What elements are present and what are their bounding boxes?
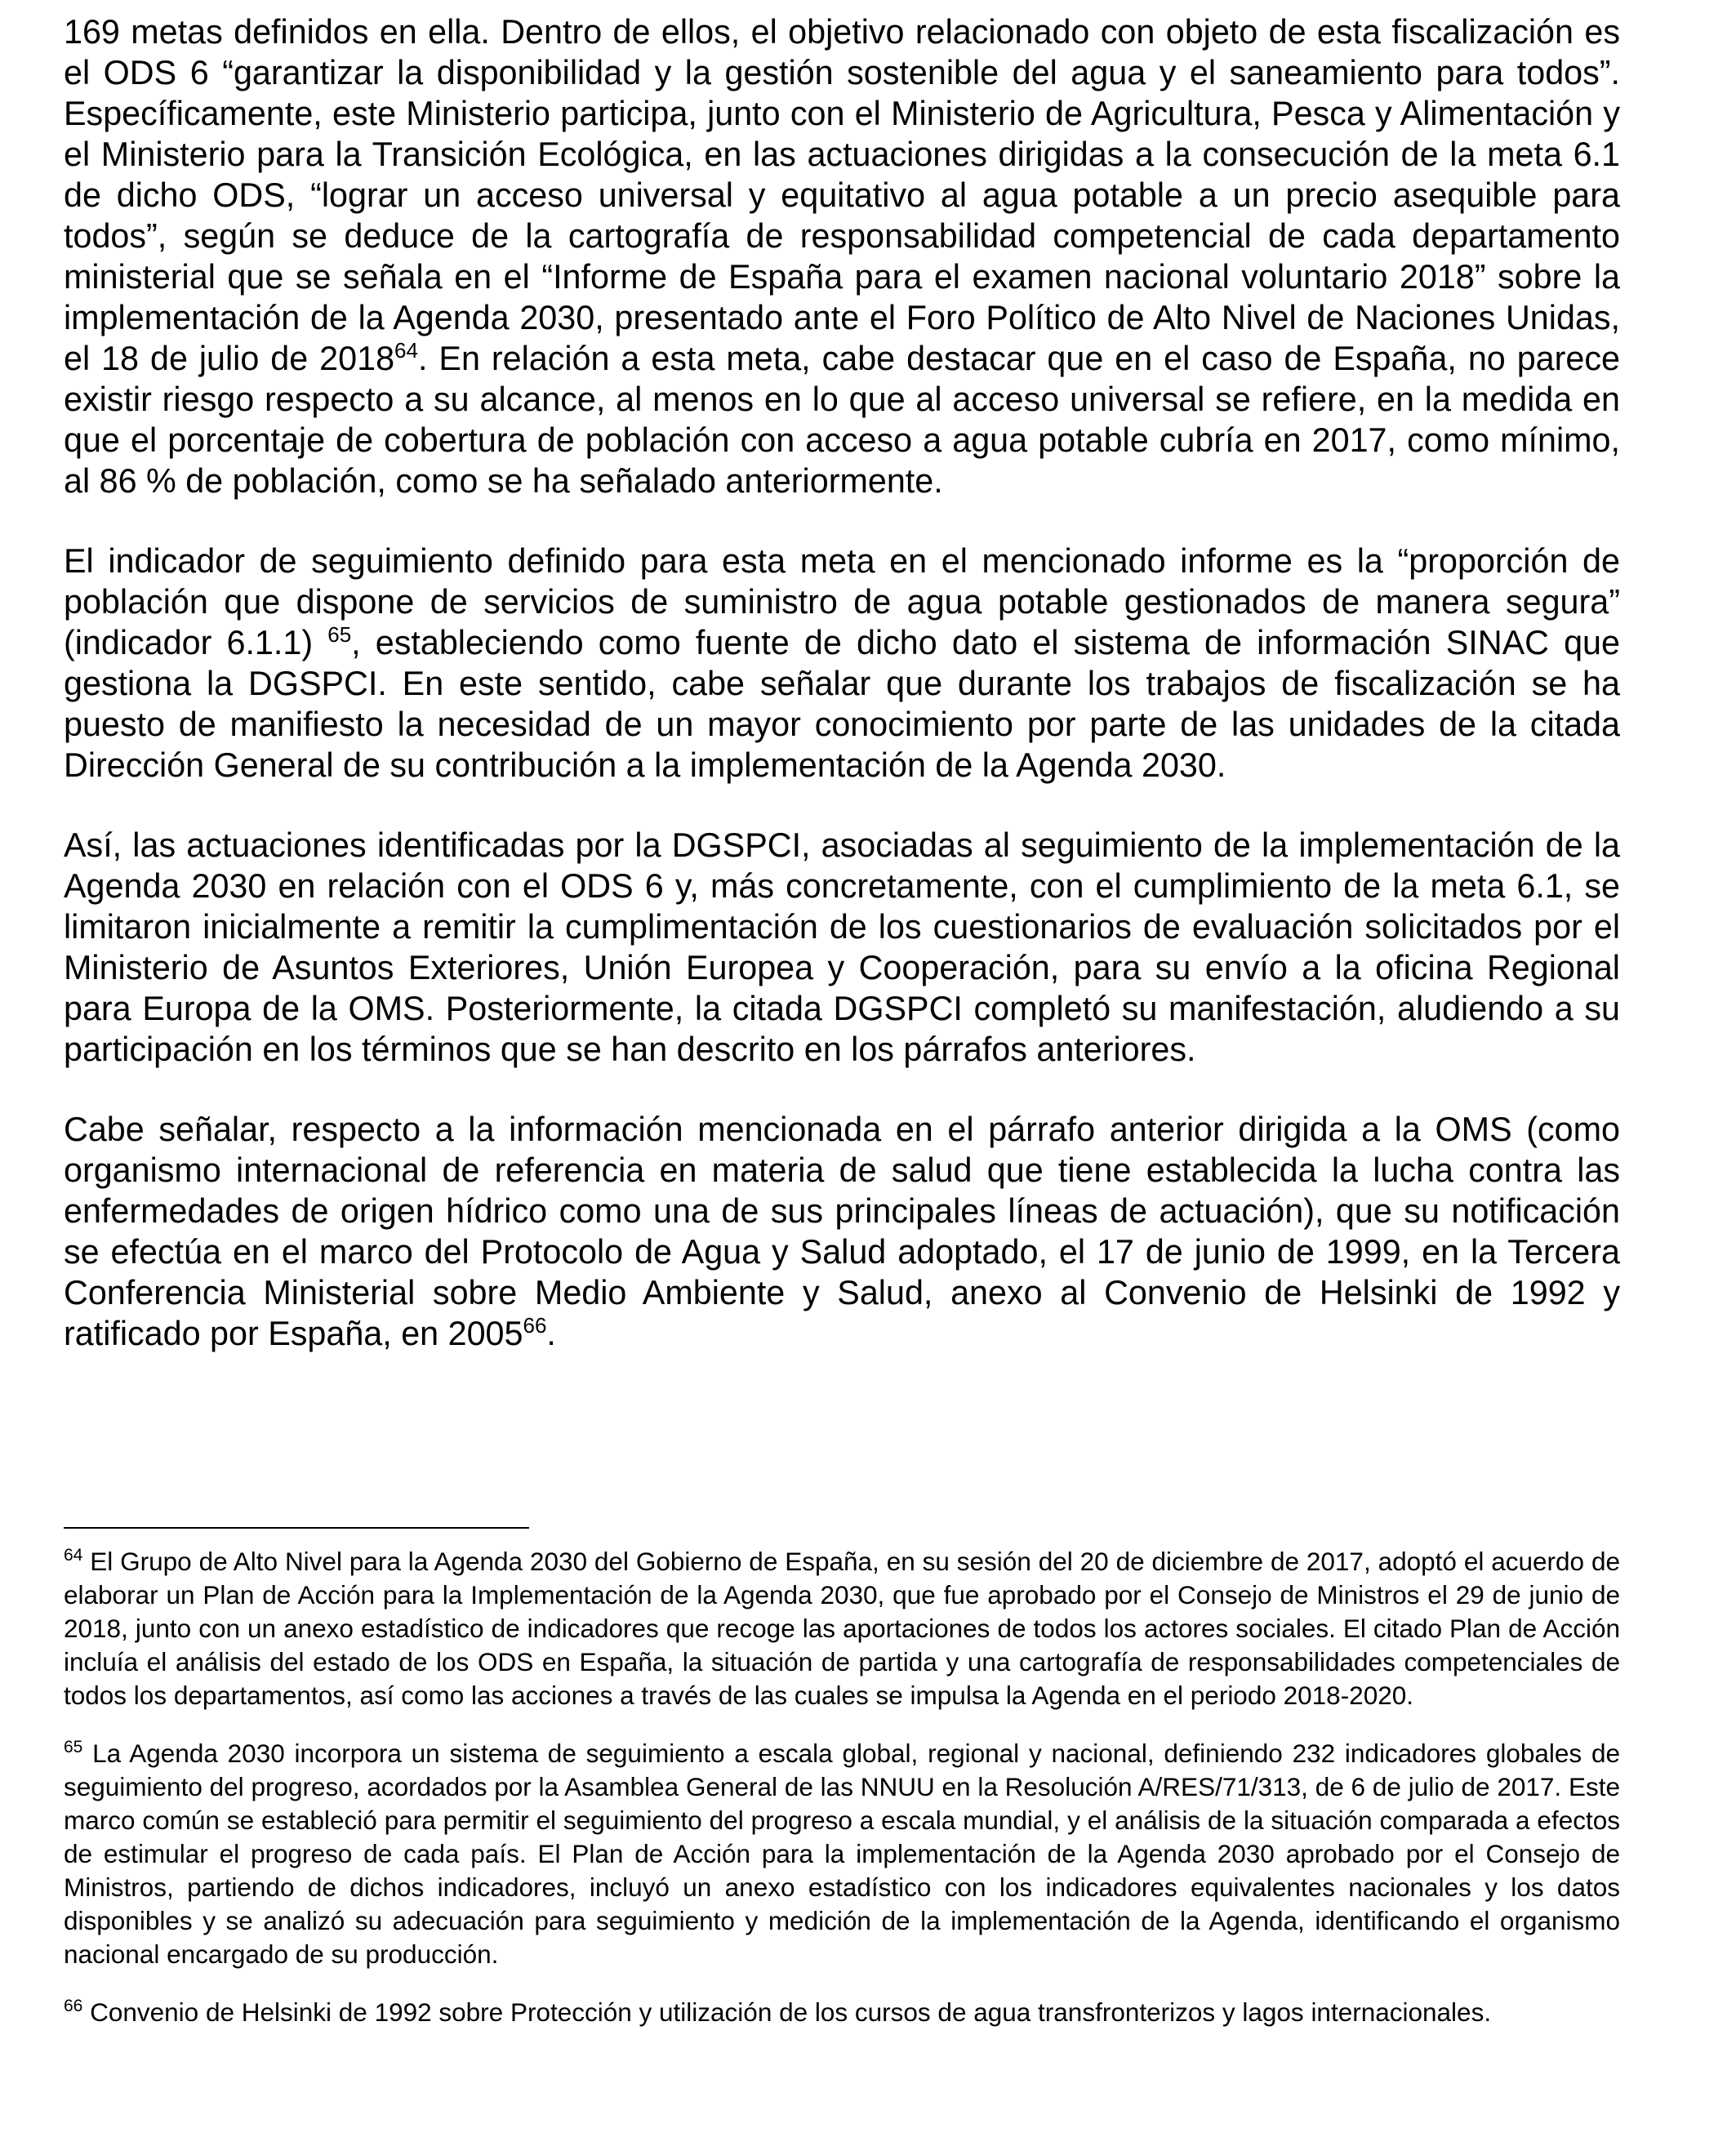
paragraph-text: , estableciendo como fuente de dicho dato el sistema de información SINAC que gestiona la DGSPCI. En este sentido, cabe señalar que durante los trabajos de fiscalización se ha puesto de manifiesto la necesidad de un mayor conocimiento por parte de las unidades de la citada Dirección General de su contribución a la implementación de la Agenda 2030.: [64, 624, 1620, 784]
body-paragraph-4: [64, 1109, 1620, 1354]
footnote-65: [64, 1737, 1620, 1971]
footnotes: [64, 1545, 1620, 2029]
paragraph-text: Cabe señalar, respecto a la información mencionada en el párrafo anterior dirigida a la OMS (como organismo internacional de referencia en materia de salud que tiene establecida la lucha contra las enfermedades de origen hídrico como una de sus principales líneas de actuación), que su notificación se efectúa en el marco del Protocolo de Agua y Salud adoptado, el 17 de junio de 1999, en la Tercera Conferencia Ministerial sobre Medio Ambiente y Salud, anexo al Convenio de Helsinki de 1992 y ratificado por España, en 2005: [64, 1111, 1620, 1352]
footnote-separator: [64, 1527, 529, 1529]
footnote-number: 65: [64, 1738, 83, 1757]
body-paragraph-3: [64, 825, 1620, 1070]
footnote-ref-66[interactable]: 66: [523, 1313, 547, 1338]
body-paragraph-1: [64, 11, 1620, 501]
paragraph-text: 169 metas definidos en ella. Dentro de ellos, el objetivo relacionado con objeto de esta fiscalización es el ODS 6 “garantizar la disponibilidad y la gestión sostenible del agua y el saneamiento para todos”. Específicamente, este Ministerio participa, junto con el Ministerio de Agricultura, Pesca y Alimentación y el Ministerio para la Transición Ecológica, en las actuaciones dirigidas a la consecución de la meta 6.1 de dicho ODS, “lograr un acceso universal y equitativo al agua potable a un precio asequible para todos”, según se deduce de la cartografía de responsabilidad competencial de cada departamento ministerial que se señala en el “Informe de España para el examen nacional voluntario 2018” sobre la implementación de la Agenda 2030, presentado ante el Foro Político de Alto Nivel de Naciones Unidas, el 18 de julio de 2018: [64, 13, 1620, 377]
footnote-ref-65[interactable]: 65: [327, 622, 352, 647]
footnote-text: La Agenda 2030 incorpora un sistema de seguimiento a escala global, regional y nacional, definiendo 232 indicadores globales de seguimiento del progreso, acordados por la Asamblea General de las NNUU en la Resolución A/RES/71/313, de 6 de julio de 2017. Este marco común se estableció para permitir el seguimiento del progreso a escala mundial, y el análisis de la situación comparada a efectos de estimular el progreso de cada país. El Plan de Acción para la implementación de la Agenda 2030 aprobado por el Consejo de Ministros, partiendo de dichos indicadores, incluyó un anexo estadístico con los indicadores equivalentes nacionales y los datos disponibles y se analizó su adecuación para seguimiento y medición de la implementación de la Agenda, identificando el organismo nacional encargado de su producción.: [64, 1739, 1620, 1969]
footnote-64: [64, 1545, 1620, 1712]
paragraph-text: Así, las actuaciones identificadas por la DGSPCI, asociadas al seguimiento de la implementación de la Agenda 2030 en relación con el ODS 6 y, más concretamente, con el cumplimiento de la meta 6.1, se limitaron inicialmente a remitir la cumplimentación de los cuestionarios de evaluación solicitados por el Ministerio de Asuntos Exteriores, Unión Europea y Cooperación, para su envío a la oficina Regional para Europa de la OMS. Posteriormente, la citada DGSPCI completó su manifestación, aludiendo a su participación en los términos que se han descrito en los párrafos anteriores.: [64, 826, 1620, 1068]
footnote-text: Convenio de Helsinki de 1992 sobre Protección y utilización de los cursos de agua transfronterizos y lagos internacionales.: [82, 1997, 1492, 2027]
footnote-text: El Grupo de Alto Nivel para la Agenda 2030 del Gobierno de España, en su sesión del 20 de diciembre de 2017, adoptó el acuerdo de elaborar un Plan de Acción para la Implementación de la Agenda 2030, que fue aprobado por el Consejo de Ministros el 29 de junio de 2018, junto con un anexo estadístico de indicadores que recoge las aportaciones de todos los actores sociales. El citado Plan de Acción incluía el análisis del estado de los ODS en España, la situación de partida y una cartografía de responsabilidades competenciales de todos los departamentos, así como las acciones a través de las cuales se impulsa la Agenda en el periodo 2018-2020.: [64, 1547, 1620, 1710]
footnote-ref-64[interactable]: 64: [394, 338, 418, 363]
paragraph-text: .: [546, 1315, 556, 1352]
paragraph-text: . En relación a esta meta, cabe destacar que en el caso de España, no parece existir riesgo respecto a su alcance, al menos en lo que al acceso universal se refiere, en la medida en que el porcentaje de cobertura de población con acceso a agua potable cubría en 2017, como mínimo, al 86 % de población, como se ha señalado anteriormente.: [64, 340, 1620, 500]
body-paragraph-2: [64, 541, 1620, 786]
footnote-number: 66: [64, 1997, 83, 2015]
footnote-66: [64, 1996, 1620, 2029]
document-body: [64, 11, 1620, 1354]
paragraph-text: El indicador de seguimiento definido para esta meta en el mencionado informe es la “proporción de población que dispone de servicios de suministro de agua potable gestionados de manera segura” (indicador 6.1.1): [64, 542, 1620, 661]
footnote-number: 64: [64, 1546, 83, 1565]
